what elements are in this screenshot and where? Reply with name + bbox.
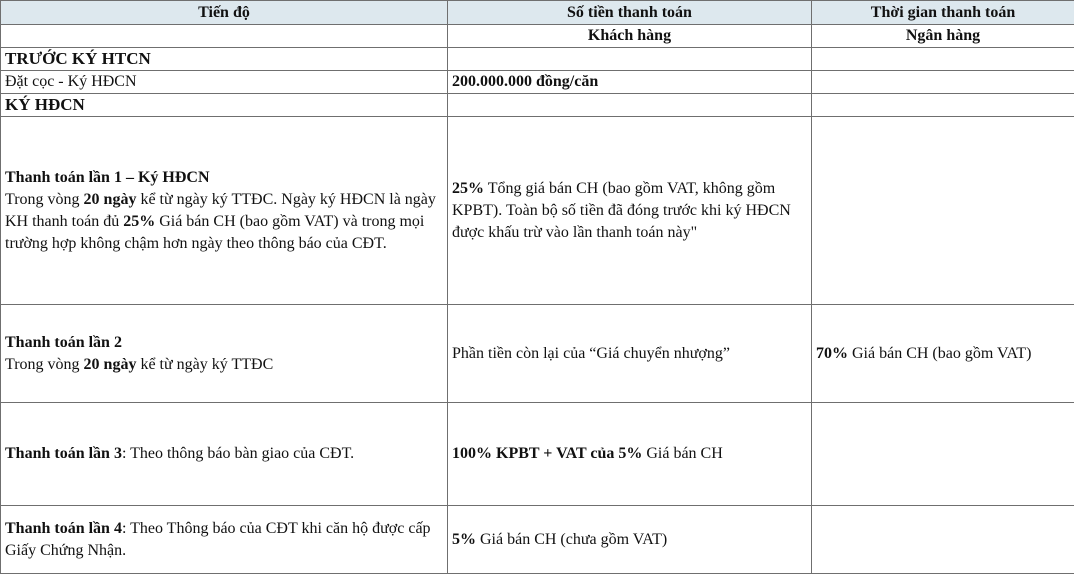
subheader-customer: Khách hàng [448, 25, 812, 48]
section-row-sign [1, 94, 1074, 117]
payment-3-bank [812, 403, 1074, 506]
payment-4-progress [1, 506, 448, 574]
empty-cell [812, 94, 1074, 117]
payment-2-bank-text: Giá bán CH (bao gồm VAT) [848, 344, 1032, 362]
section-signing: KÝ HĐCN [1, 94, 448, 117]
deposit-amount-value: 200.000.000 đồng/căn [452, 73, 599, 90]
payment-4-bank [812, 506, 1074, 574]
payment-1-desc-d: 25% [123, 212, 156, 230]
payment-row-3 [1, 403, 1074, 506]
payment-4-customer-text: Giá bán CH (chưa gồm VAT) [476, 530, 668, 548]
deposit-label: Đặt cọc - Ký HĐCN [1, 71, 448, 94]
payment-row-4 [1, 506, 1074, 574]
header-payment-time: Thời gian thanh toán [812, 1, 1074, 25]
payment-2-bank [812, 305, 1074, 403]
payment-2-desc-b: 20 ngày [83, 355, 137, 373]
empty-cell [812, 71, 1074, 94]
payment-2-title: Thanh toán lần 2 [5, 333, 122, 351]
payment-3-customer-text: Giá bán CH [642, 445, 723, 462]
section-row-before [1, 48, 1074, 71]
payment-4-title: Thanh toán lần 4 [5, 519, 122, 537]
payment-1-customer [448, 117, 812, 305]
payment-4-desc: : Theo Thông báo của CĐT khi căn hộ được cấp Giấy Chứng Nhận. [5, 519, 431, 559]
header-progress: Tiến độ [1, 1, 448, 25]
empty-cell [448, 94, 812, 117]
deposit-amount [448, 71, 812, 94]
payment-2-progress [1, 305, 448, 403]
payment-1-customer-text: Tổng giá bán CH (bao gồm VAT, không gồm KPBT). Toàn bộ số tiền đã đóng trước khi ký HĐCN được khấu trừ vào lần thanh toán này" [452, 179, 791, 241]
payment-3-customer [448, 403, 812, 506]
empty-cell [812, 48, 1074, 71]
payment-1-customer-bold: 25% [452, 179, 484, 197]
subheader-row [1, 25, 1074, 48]
empty-cell [448, 48, 812, 71]
payment-1-desc-b: 20 ngày [83, 190, 137, 208]
payment-3-customer-bold: 100% KPBT + VAT của 5% [452, 445, 643, 462]
header-payment-amount: Số tiền thanh toán [448, 1, 812, 25]
payment-2-customer: Phần tiền còn lại của “Giá chuyển nhượng” [448, 305, 812, 403]
payment-2-desc-c: kể từ ngày ký TTĐC [136, 355, 274, 373]
payment-4-customer [448, 506, 812, 574]
payment-1-bank [812, 117, 1074, 305]
deposit-row [1, 71, 1074, 94]
payment-row-2 [1, 305, 1074, 403]
payment-row-1 [1, 117, 1074, 305]
payment-1-progress [1, 117, 448, 305]
section-before-signing: TRƯỚC KÝ HTCN [1, 48, 448, 71]
payment-3-title: Thanh toán lần 3 [5, 445, 122, 462]
payment-2-desc-a: Trong vòng [5, 355, 84, 373]
payment-3-desc: : Theo thông báo bàn giao của CĐT. [121, 445, 355, 462]
payment-4-customer-bold: 5% [452, 530, 476, 548]
payment-3-progress [1, 403, 448, 506]
payment-1-title: Thanh toán lần 1 – Ký HĐCN [5, 168, 210, 186]
subheader-empty [1, 25, 448, 48]
payment-2-bank-bold: 70% [816, 344, 848, 362]
header-row [1, 1, 1074, 25]
payment-1-desc-a: Trong vòng [5, 190, 84, 208]
subheader-bank: Ngân hàng [812, 25, 1074, 48]
payment-1-desc-c: kể từ ngày ký TTĐC. Ngày ký HĐCN là ngày KH thanh toán đủ [5, 190, 436, 230]
payment-1-desc-e: Giá bán CH (bao gồm VAT) và trong mọi trường hợp không chậm hơn ngày theo thông báo của CĐT. [5, 212, 425, 252]
